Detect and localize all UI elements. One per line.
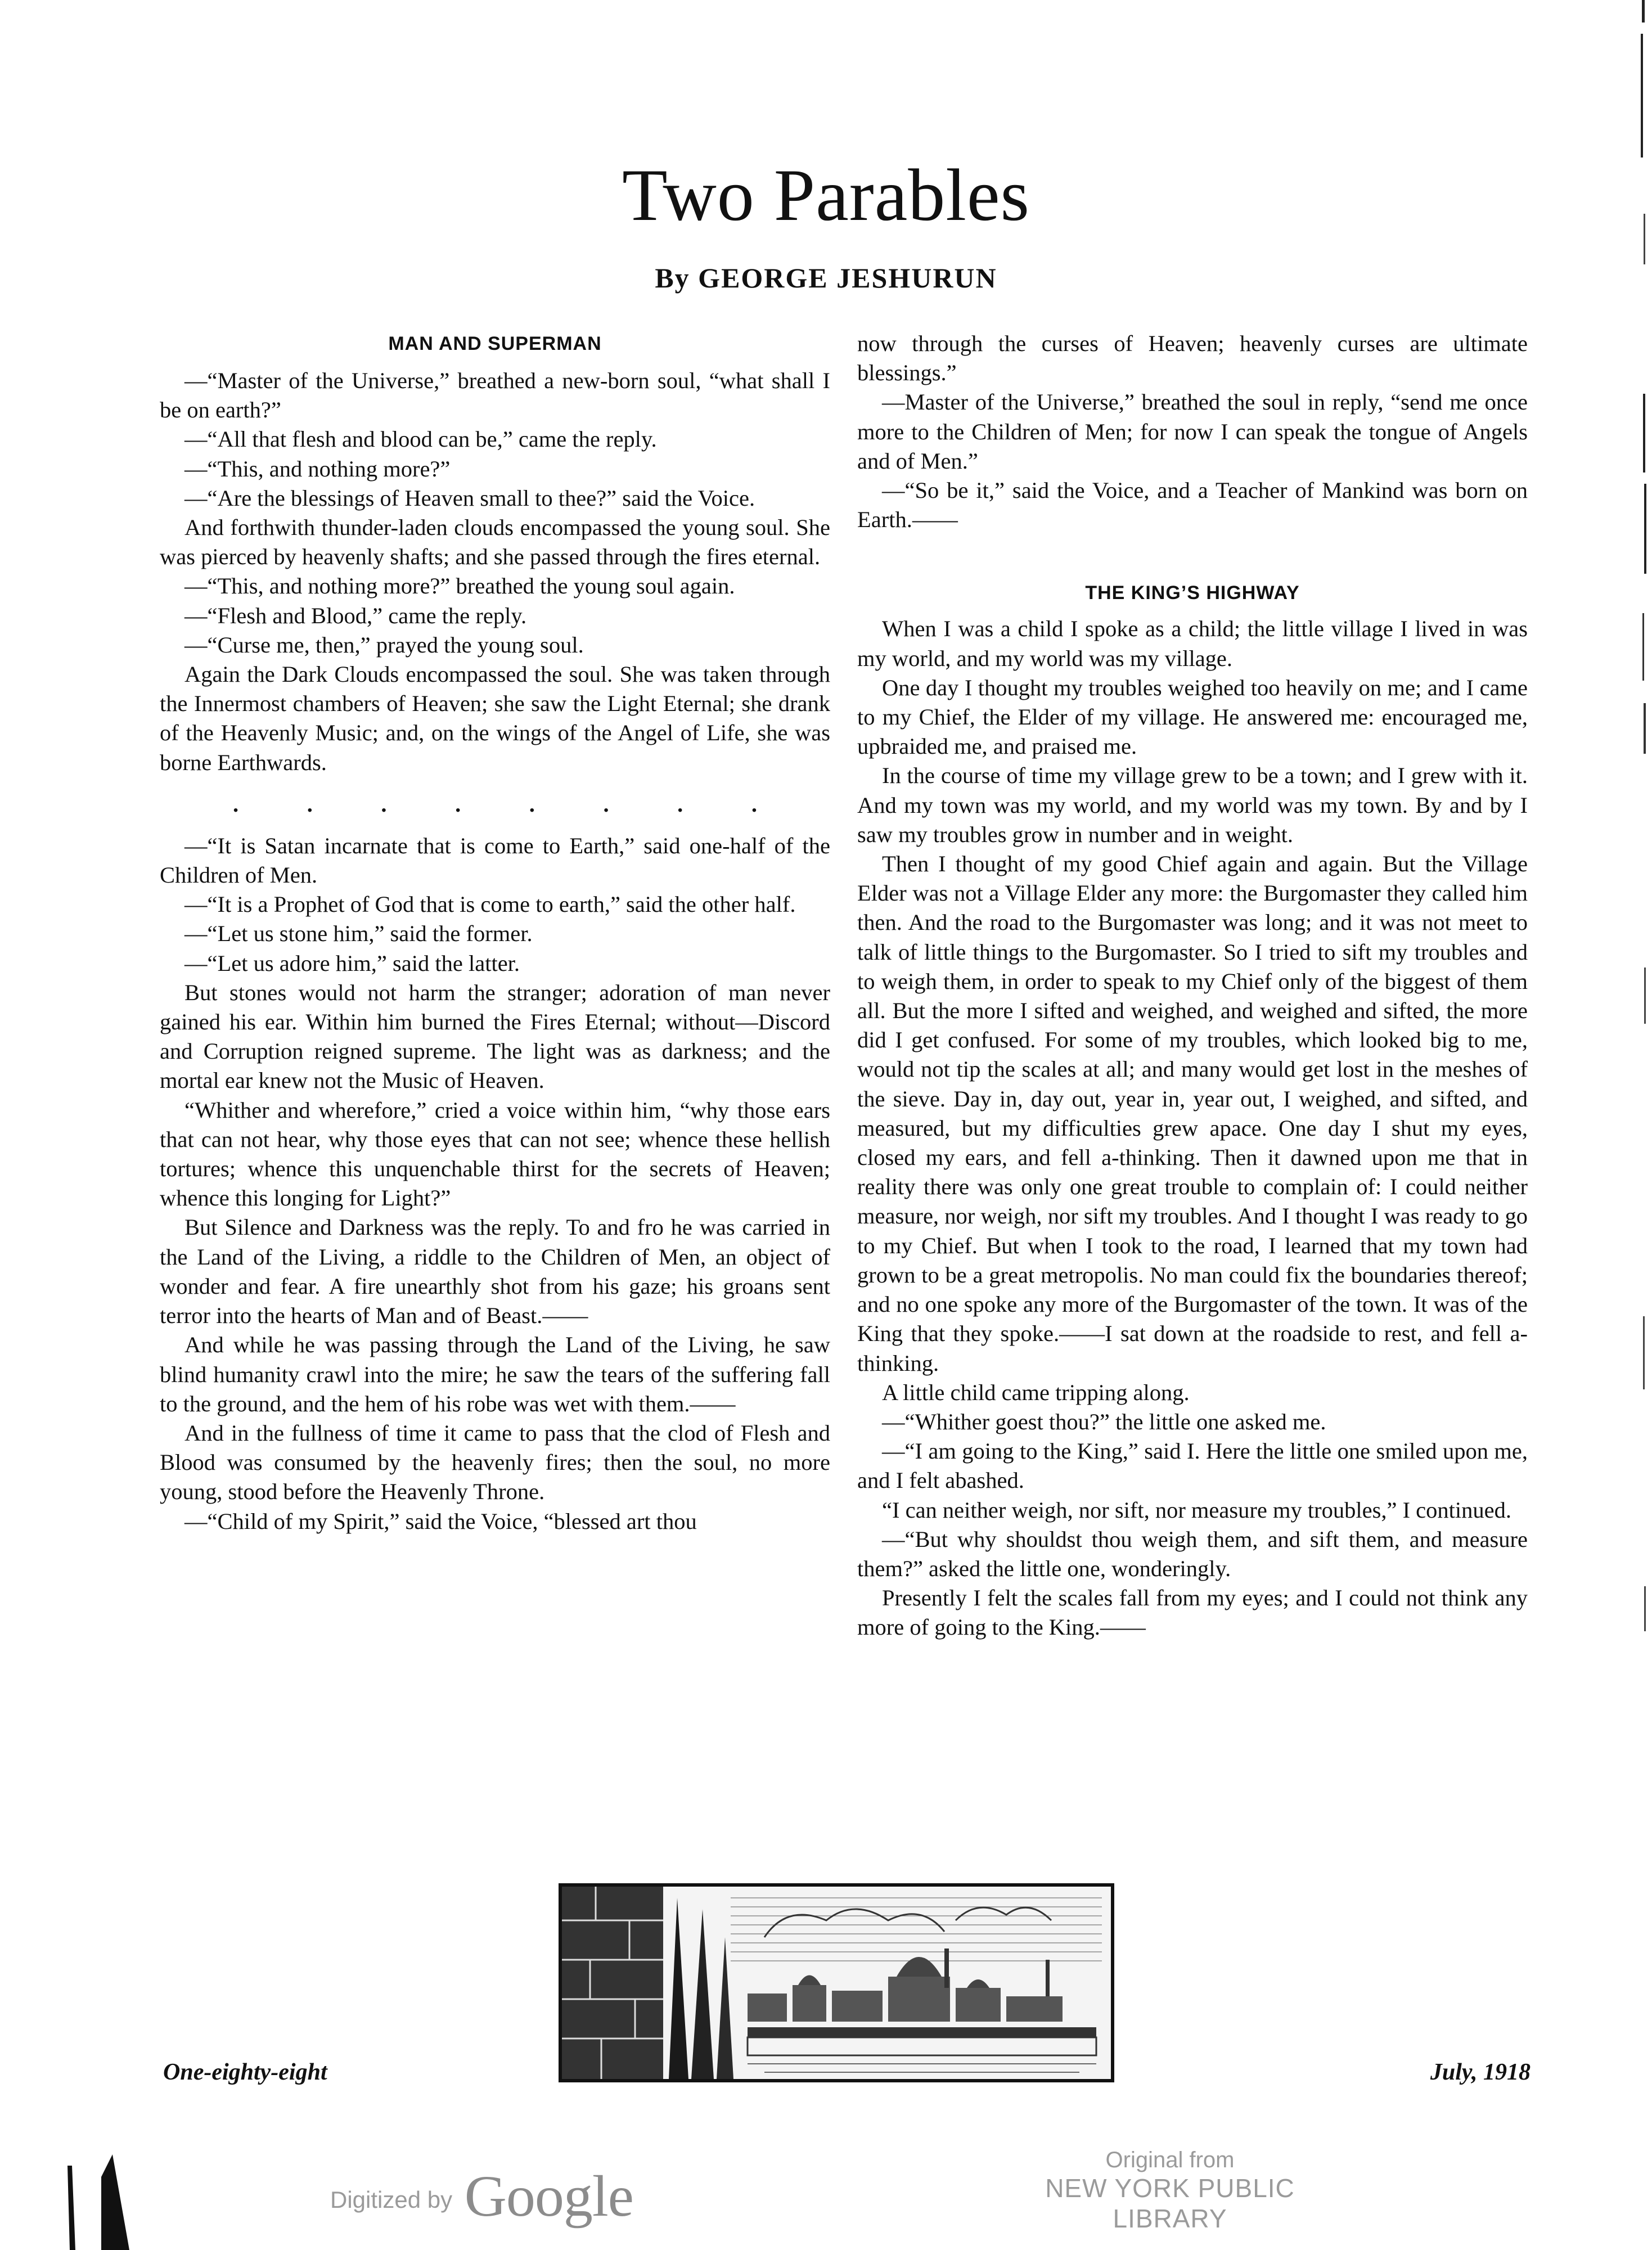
right-column <box>857 329 1528 1642</box>
paragraph: And in the fullness of time it came to pass that the clod of Flesh and Blood was consumed by the heavenly fires; then the soul, no more young, stood before the Heavenly Throne. <box>160 1420 830 1505</box>
article-title: Two Parables <box>622 154 1030 236</box>
paragraph: —“Let us adore him,” said the latter. <box>184 950 520 976</box>
paragraph: —“It is a Prophet of God that is come to earth,” said the other half. <box>184 892 796 917</box>
paragraph: —Master of the Universe,” breathed the soul in reply, “send me once more to the Children of Men; for now I can speak the tongue of Angels and of Men.” <box>857 389 1528 474</box>
paragraph: —“This, and nothing more?” <box>184 456 451 482</box>
paragraph: —“Curse me, then,” prayed the young soul. <box>184 632 584 658</box>
paragraph: But stones would not harm the stranger; adoration of man never gained his ear. Within him burned the Fires Eternal; without—Discord and Corruption reigned supreme. The light was as darkness; and the mortal ear knew not the Music of Heaven. <box>160 979 830 1094</box>
issue-date: July, 1918 <box>1430 2059 1531 2085</box>
dot: . <box>751 791 757 817</box>
dot: . <box>677 791 683 817</box>
section-break-dots <box>160 790 830 819</box>
dot: . <box>233 791 239 817</box>
paragraph: A little child came tripping along. <box>882 1379 1190 1405</box>
original-from-text: Original from <box>1105 2148 1235 2172</box>
paragraph: But Silence and Darkness was the reply. To and fro he was carried in the Land of the Living, a riddle to the Children of Men, an object of wonder and fear. A fire unearthly shot from his gaze; his groans sent terror into the hearts of Man and of Beast.—— <box>160 1214 830 1329</box>
page-number-label: One-eighty-eight <box>163 2059 327 2085</box>
dot: . <box>603 791 609 817</box>
paragraph: Then I thought of my good Chief again and again. But the Village Elder was not a Village Elder any more: the Burgomaster they called him then. And the road to the Burgomaster was long; and it was not meet to talk of little things to the Burgomaster. So I tried to sift my troubles and to weigh them, in order to speak to my Chief only of the biggest of them all. But the more I sifted and weighed, and weighed and sifted, the more did I get confused. For some of my troubles, which looked big to me, would not tip the scales at all; and many would get lost in the meshes of the sieve. Day in, day out, year in, year out, I weighed, and sifted, and measured, but my difficulties grew apace. One day I shut my eyes, closed my ears, and fell a-thinking. Then it dawned upon me that in reality there was only one great trouble to complain of: I could neither measure, nor weigh, nor sift my troubles. And I thought I was ready to go to my Chief. But when I took to the road, I learned that my town had grown to be a great metropolis. No man could fix the boundaries thereof; and no one spoke any more of the Burgomaster of the town. It was of the King that they spoke.——I sat down at the roadside to rest, and fell a-thinking. <box>857 851 1528 1376</box>
paragraph: When I was a child I spoke as a child; the little village I lived in was my world, and my world was my village. <box>857 616 1528 671</box>
paragraph: —“All that flesh and blood can be,” came the reply. <box>184 426 657 452</box>
paragraph: —“Whither goest thou?” the little one asked me. <box>882 1408 1326 1434</box>
digitized-by-text: Digitized by <box>330 2186 453 2213</box>
left-column <box>160 329 830 1536</box>
paragraph: —“Flesh and Blood,” came the reply. <box>184 602 527 628</box>
city-landscape-illustration <box>559 1883 1114 2082</box>
paragraph: In the course of time my village grew to be a town; and I grew with it. And my town was my world, and my world was my town. By and by I saw my troubles grow in number and in weight. <box>857 763 1528 847</box>
dot: . <box>307 791 313 817</box>
section-heading-kings-highway: THE KING’S HIGHWAY <box>1085 582 1300 604</box>
paragraph: —“Child of my Spirit,” said the Voice, “blessed art thou <box>184 1508 697 1534</box>
paragraph: Again the Dark Clouds encompassed the soul. She was taken through the Innermost chambers of Heaven; she saw the Light Eternal; she drank of the Heavenly Music; and, on the wings of the Angel of Life, she was borne Earthwards. <box>160 662 830 775</box>
dot: . <box>529 791 535 817</box>
scan-corner-mark <box>67 2154 135 2250</box>
library-watermark <box>996 2148 1344 2234</box>
paragraph: —“I am going to the King,” said I. Here the little one smiled upon me, and I felt abashed. <box>857 1438 1528 1493</box>
paragraph: Presently I felt the scales fall from my eyes; and I could not think any more of going to the King.—— <box>857 1585 1528 1640</box>
paragraph: —“Let us stone him,” said the former. <box>184 921 533 947</box>
paragraph: And while he was passing through the Land of the Living, he saw blind humanity crawl into the mire; he saw the tears of the suffering fall to the ground, and the hem of his robe was wet with them.—— <box>160 1332 830 1416</box>
paragraph: “Whither and wherefore,” cried a voice within him, “why those ears that can not hear, why those eyes that can not see; whence these hellish tortures; whence this unquenchable thirst for the secrets of Heaven; whence this longing for Light?” <box>160 1097 830 1211</box>
dot: . <box>455 791 461 817</box>
paragraph: —“This, and nothing more?” breathed the young soul again. <box>184 573 735 599</box>
paragraph: —“Master of the Universe,” breathed a new-born soul, “what shall I be on earth?” <box>160 368 830 423</box>
article-byline: By GEORGE JESHURUN <box>655 262 997 294</box>
paragraph: One day I thought my troubles weighed too heavily on me; and I came to my Chief, the Elder of my village. He answered me: encouraged me, upbraided me, and praised me. <box>857 674 1528 759</box>
google-logo-text: Google <box>464 2164 633 2229</box>
paragraph: —“So be it,” said the Voice, and a Teacher of Mankind was born on Earth.—— <box>857 478 1528 533</box>
digitized-by-watermark <box>330 2163 633 2230</box>
paragraph: —“It is Satan incarnate that is come to Earth,” said one-half of the Children of Men. <box>160 832 830 888</box>
section-heading-man-and-superman: MAN AND SUPERMAN <box>388 333 602 354</box>
library-name: NEW YORK PUBLIC LIBRARY <box>1045 2174 1295 2233</box>
paragraph-continuation: now through the curses of Heaven; heavenly curses are ultimate blessings.” <box>857 331 1528 386</box>
dot: . <box>381 791 387 817</box>
paragraph: And forthwith thunder-laden clouds encompassed the young soul. She was pierced by heavenly shafts; and she passed through the fires eternal. <box>160 515 830 570</box>
paragraph: “I can neither weigh, nor sift, nor measure my troubles,” I continued. <box>882 1497 1512 1523</box>
paragraph: —“But why shouldst thou weigh them, and sift them, and measure them?” asked the little one, wonderingly. <box>857 1526 1528 1581</box>
paragraph: —“Are the blessings of Heaven small to thee?” said the Voice. <box>184 485 755 511</box>
